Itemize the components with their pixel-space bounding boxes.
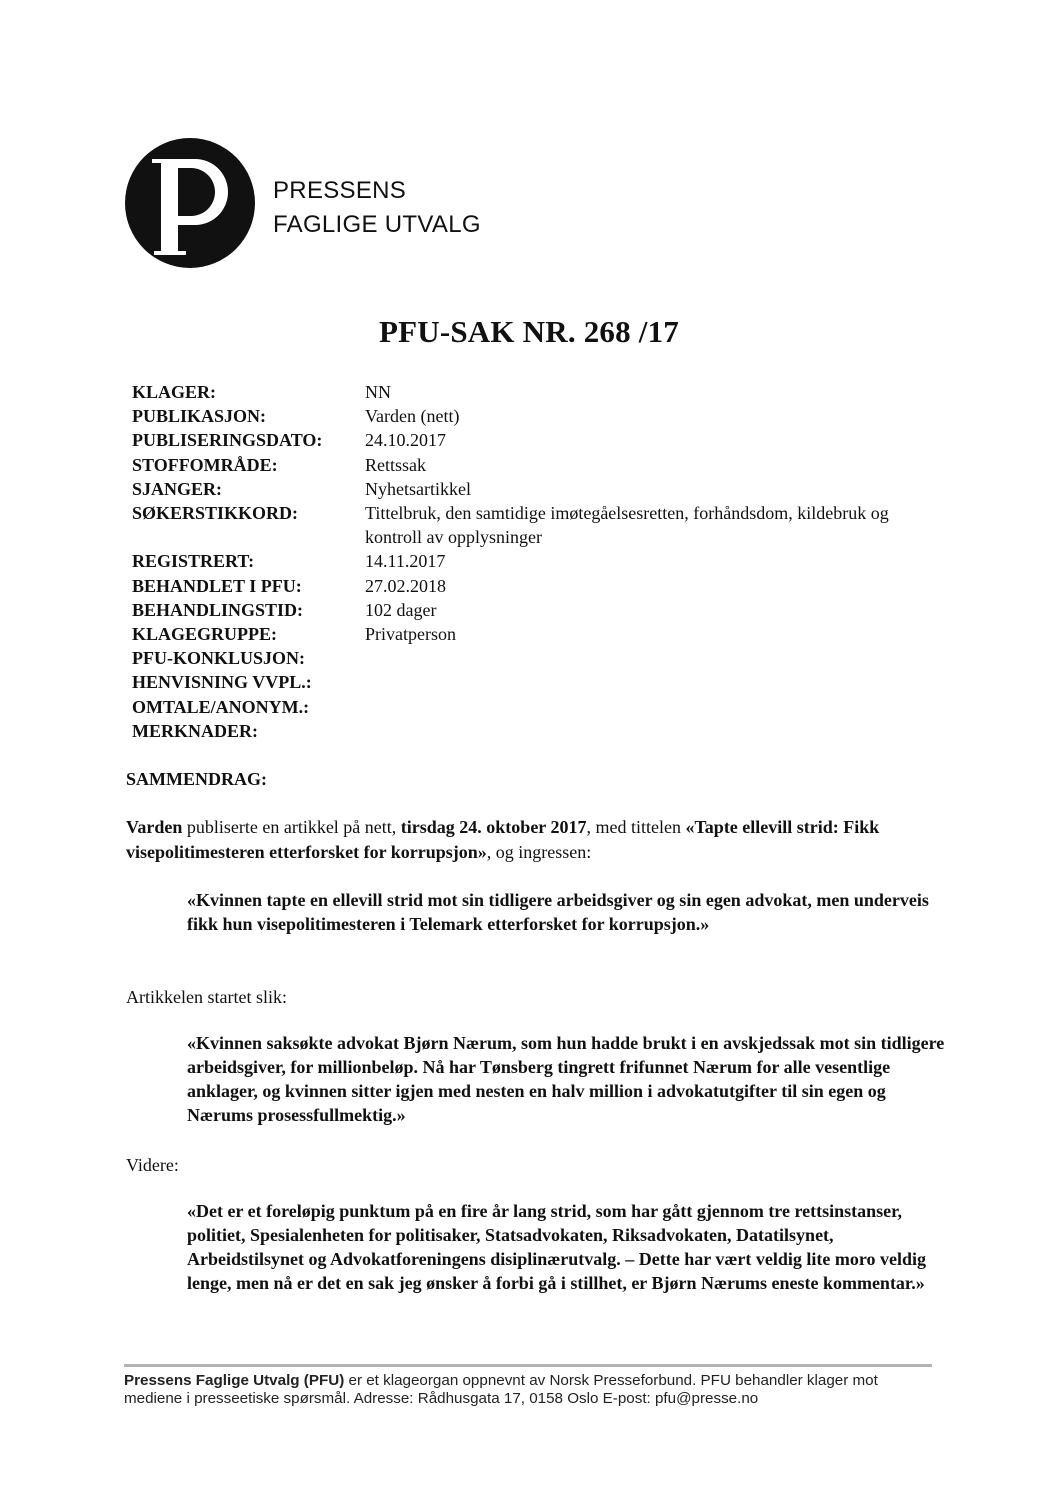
intro-text-1: publiserte en artikkel på nett, [182, 817, 401, 837]
publication-name: Varden [126, 817, 183, 837]
meta-value [365, 695, 910, 719]
meta-key: BEHANDLINGSTID: [132, 599, 304, 620]
org-name-line2: FAGLIGE UTVALG [273, 211, 481, 238]
meta-key: PUBLIKASJON: [132, 406, 267, 427]
meta-row [132, 598, 932, 622]
quote-further: «Det er et foreløpig punktum på en fire år lang strid, som har gått gjennom tre rettsinstanser, politiet, Spesialenheten for politisaker, Statsadvokaten, Riksadvokaten, Datatilsynet, Arbeidstilsynet og Advokatforeningens disiplinærutvalg. – Dette har vært veldig lite moro veldig lenge, men nå er det en sak jeg ønsker å forbi gå i stillhet, er Bjørn Nærums eneste kommentar.» [187, 1201, 927, 1293]
meta-value: 102 dager [365, 599, 437, 620]
footer-org: Pressens Faglige Utvalg (PFU) [124, 1372, 345, 1389]
summary-heading: SAMMENDRAG: [126, 769, 267, 789]
meta-row [132, 453, 932, 477]
intro-text-3: , og ingressen: [486, 842, 592, 862]
meta-row [132, 404, 932, 428]
meta-row [132, 501, 932, 549]
lead-further: Videre: [126, 1155, 179, 1175]
meta-value: 24.10.2017 [365, 430, 446, 451]
meta-key: REGISTRERT: [132, 551, 255, 572]
case-title: PFU-SAK NR. 268 /17 [378, 314, 679, 349]
meta-key: MERKNADER: [132, 720, 258, 741]
org-name-line1: PRESSENS [273, 177, 407, 204]
quote-article-start: «Kvinnen saksøkte advokat Bjørn Nærum, som hun hadde brukt i en avskjedssak mot sin tidligere arbeidsgiver, for millionbeløp. Nå har Tønsberg tingrett frifunnet Nærum for alle vesentlige anklager, og kvinnen sitter igjen med nesten en halv million i advokatutgifter til sin egen og Nærums prosessfullmektig.» [187, 1033, 945, 1125]
meta-value [365, 719, 910, 743]
meta-row [132, 695, 932, 719]
quote-ingress: «Kvinnen tapte en ellevill strid mot sin tidligere arbeidsgiver og sin egen advokat, men underveis fikk hun visepolitimesteren i Telemark etterforsket for korrupsjon.» [187, 890, 929, 934]
meta-value: 14.11.2017 [365, 551, 446, 572]
meta-key: SJANGER: [132, 478, 223, 499]
meta-value: Nyhetsartikkel [365, 478, 471, 499]
meta-row [132, 622, 932, 646]
summary-intro [126, 815, 936, 865]
meta-key: PFU-KONKLUSJON: [132, 648, 305, 669]
meta-value: NN [365, 382, 391, 402]
meta-value: Varden (nett) [365, 406, 460, 427]
pfu-logo-icon [125, 138, 255, 268]
meta-value: 27.02.2018 [365, 575, 446, 596]
meta-row [132, 477, 932, 501]
meta-key: KLAGER: [132, 382, 217, 402]
publication-date: tirsdag 24. oktober 2017 [400, 817, 587, 837]
meta-value: Privatperson [365, 624, 456, 645]
meta-row [132, 719, 932, 743]
meta-value [365, 670, 910, 694]
case-metadata-table [132, 380, 932, 743]
meta-key: OMTALE/ANONYM.: [132, 696, 310, 717]
meta-key: BEHANDLET I PFU: [132, 575, 302, 596]
meta-row [132, 646, 932, 670]
intro-text-2: , med tittelen [586, 817, 686, 837]
org-name [273, 174, 481, 242]
footer-divider [124, 1364, 932, 1367]
meta-value: Rettssak [365, 454, 426, 475]
meta-value: Tittelbruk, den samtidige imøtegåelsesretten, forhåndsdom, kildebruk og kontroll av opplysninger [365, 503, 889, 548]
meta-row [132, 380, 932, 404]
meta-key: HENVISNING VVPL.: [132, 672, 312, 693]
article-headline: «Tapte ellevill strid: Fikk visepolitimesteren etterforsket for korrupsjon» [126, 817, 880, 862]
meta-row [132, 574, 932, 598]
meta-key: STOFFOMRÅDE: [132, 454, 278, 475]
lead-article-start: Artikkelen startet slik: [126, 987, 287, 1007]
meta-row [132, 670, 932, 694]
meta-value [365, 646, 910, 670]
meta-row [132, 549, 932, 573]
footer [124, 1372, 939, 1408]
meta-key: SØKERSTIKKORD: [132, 503, 299, 524]
meta-key: KLAGEGRUPPE: [132, 624, 278, 645]
meta-key: PUBLISERINGSDATO: [132, 430, 323, 451]
footer-text: er et klageorgan oppnevnt av Norsk Presseforbund. PFU behandler klager mot mediene i presseetiske spørsmål. Adresse: Rådhusgata 17, 0158 Oslo E-post: pfu@presse.no [124, 1372, 878, 1407]
meta-row [132, 428, 932, 452]
